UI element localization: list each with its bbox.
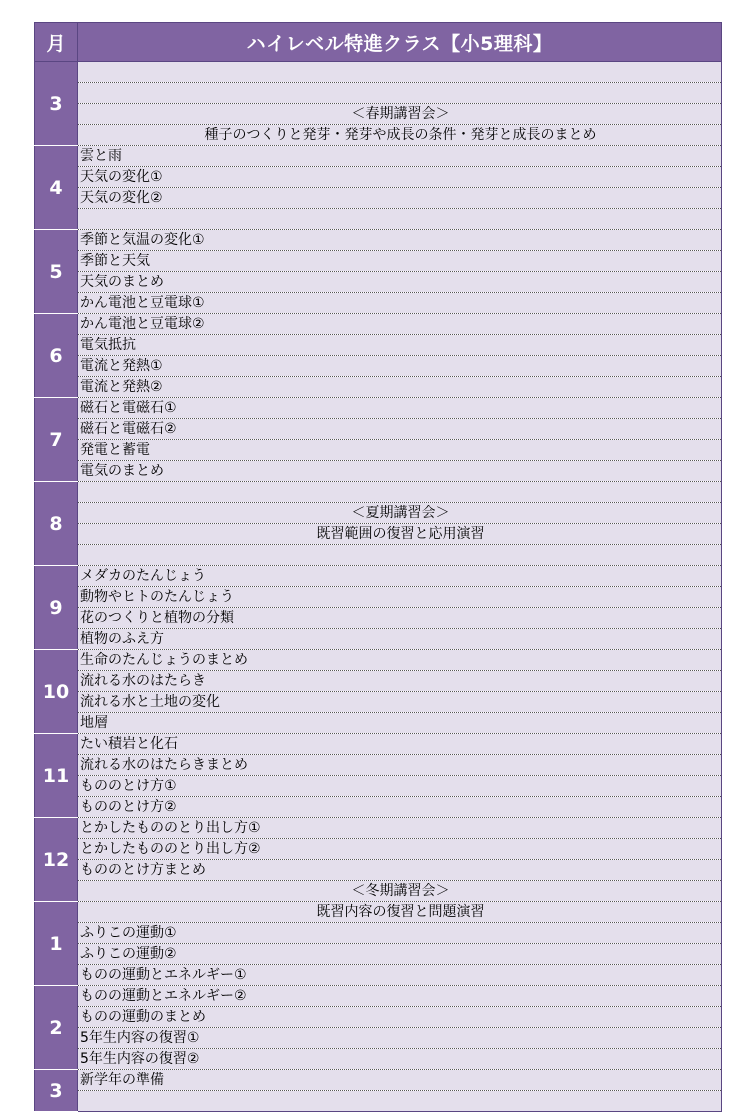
table-row (35, 839, 722, 860)
topic-cell: ものの運動とエネルギー① (78, 965, 722, 986)
topic-cell: メダカのたんじょう (78, 566, 722, 587)
month-cell: 10 (35, 650, 78, 734)
topic-cell: 生命のたんじょうのまとめ (78, 650, 722, 671)
topic-cell: 天気の変化① (78, 167, 722, 188)
table-row (35, 1091, 722, 1112)
table-row (35, 965, 722, 986)
topic-cell: もののとけ方① (78, 776, 722, 797)
table-row (35, 1049, 722, 1070)
topic-cell: 季節と天気 (78, 251, 722, 272)
topic-cell: 地層 (78, 713, 722, 734)
topic-cell: とかしたもののとり出し方② (78, 839, 722, 860)
topic-cell: たい積岩と化石 (78, 734, 722, 755)
topic-cell: 流れる水のはたらきまとめ (78, 755, 722, 776)
table-row (35, 902, 722, 923)
topic-cell (78, 1091, 722, 1112)
topic-cell: 新学年の準備 (78, 1070, 722, 1091)
table-row (35, 209, 722, 230)
table-row (35, 188, 722, 209)
header-row (35, 23, 722, 62)
table-title: ハイレベル特進クラス【小5理科】 (78, 23, 722, 62)
table-row (35, 398, 722, 419)
topic-cell: 流れる水のはたらき (78, 671, 722, 692)
table-row (35, 377, 722, 398)
table-row (35, 587, 722, 608)
table-row (35, 146, 722, 167)
table-row (35, 734, 722, 755)
table-row (35, 335, 722, 356)
month-cell: 2 (35, 986, 78, 1070)
table-row (35, 713, 722, 734)
table-row (35, 1007, 722, 1028)
table-row (35, 1028, 722, 1049)
table-row (35, 62, 722, 83)
table-row (35, 692, 722, 713)
table-row (35, 671, 722, 692)
table-row (35, 419, 722, 440)
topic-cell: 電流と発熱② (78, 377, 722, 398)
table-row (35, 440, 722, 461)
table-row (35, 167, 722, 188)
topic-cell: 電流と発熱① (78, 356, 722, 377)
topic-cell: もののとけ方まとめ (78, 860, 722, 881)
table-row (35, 923, 722, 944)
table-row (35, 608, 722, 629)
month-cell: 12 (35, 818, 78, 902)
table-row (35, 524, 722, 545)
topic-cell: ものの運動のまとめ (78, 1007, 722, 1028)
month-cell: 8 (35, 482, 78, 566)
topic-cell: 磁石と電磁石② (78, 419, 722, 440)
topic-cell (78, 62, 722, 83)
table-row (35, 881, 722, 902)
table-row (35, 566, 722, 587)
topic-cell: 磁石と電磁石① (78, 398, 722, 419)
topic-cell: 天気の変化② (78, 188, 722, 209)
month-cell: 3 (35, 1070, 78, 1112)
table-row (35, 314, 722, 335)
month-cell: 11 (35, 734, 78, 818)
topic-cell (78, 209, 722, 230)
table-row (35, 818, 722, 839)
table-row (35, 104, 722, 125)
topic-cell: 季節と気温の変化① (78, 230, 722, 251)
month-cell: 5 (35, 230, 78, 314)
table-row (35, 356, 722, 377)
topic-cell: もののとけ方② (78, 797, 722, 818)
curriculum-table (34, 22, 722, 1112)
table-row (35, 860, 722, 881)
table-row (35, 272, 722, 293)
table-row (35, 125, 722, 146)
table-row (35, 83, 722, 104)
topic-cell: 種子のつくりと発芽・発芽や成長の条件・発芽と成長のまとめ (78, 125, 722, 146)
topic-cell: かん電池と豆電球② (78, 314, 722, 335)
topic-cell: ものの運動とエネルギー② (78, 986, 722, 1007)
month-cell: 3 (35, 62, 78, 146)
topic-cell: 天気のまとめ (78, 272, 722, 293)
topic-cell: ＜春期講習会＞ (78, 104, 722, 125)
table-row (35, 461, 722, 482)
month-column-header: 月 (35, 23, 78, 62)
topic-cell: 花のつくりと植物の分類 (78, 608, 722, 629)
table-row (35, 545, 722, 566)
table-row (35, 797, 722, 818)
topic-cell (78, 482, 722, 503)
topic-cell: 発電と蓄電 (78, 440, 722, 461)
table-row (35, 776, 722, 797)
topic-cell: かん電池と豆電球① (78, 293, 722, 314)
month-cell: 1 (35, 902, 78, 986)
month-cell: 4 (35, 146, 78, 230)
topic-cell: ふりこの運動② (78, 944, 722, 965)
topic-cell: 雲と雨 (78, 146, 722, 167)
table-row (35, 293, 722, 314)
topic-cell: 既習内容の復習と問題演習 (78, 902, 722, 923)
topic-cell: ＜夏期講習会＞ (78, 503, 722, 524)
month-cell: 7 (35, 398, 78, 482)
table-row (35, 1070, 722, 1091)
table-row (35, 629, 722, 650)
topic-cell: ＜冬期講習会＞ (78, 881, 722, 902)
table-row (35, 944, 722, 965)
topic-cell: とかしたもののとり出し方① (78, 818, 722, 839)
table-row (35, 482, 722, 503)
month-cell: 6 (35, 314, 78, 398)
table-row (35, 230, 722, 251)
table-row (35, 251, 722, 272)
topic-cell: 既習範囲の復習と応用演習 (78, 524, 722, 545)
topic-cell (78, 545, 722, 566)
topic-cell: 植物のふえ方 (78, 629, 722, 650)
month-cell: 9 (35, 566, 78, 650)
table-row (35, 503, 722, 524)
topic-cell: 電気のまとめ (78, 461, 722, 482)
topic-cell: 流れる水と土地の変化 (78, 692, 722, 713)
topic-cell: 電気抵抗 (78, 335, 722, 356)
topic-cell: 動物やヒトのたんじょう (78, 587, 722, 608)
topic-cell: 5年生内容の復習① (78, 1028, 722, 1049)
topic-cell: 5年生内容の復習② (78, 1049, 722, 1070)
table-row (35, 755, 722, 776)
topic-cell: ふりこの運動① (78, 923, 722, 944)
topic-cell (78, 83, 722, 104)
table-row (35, 650, 722, 671)
table-row (35, 986, 722, 1007)
